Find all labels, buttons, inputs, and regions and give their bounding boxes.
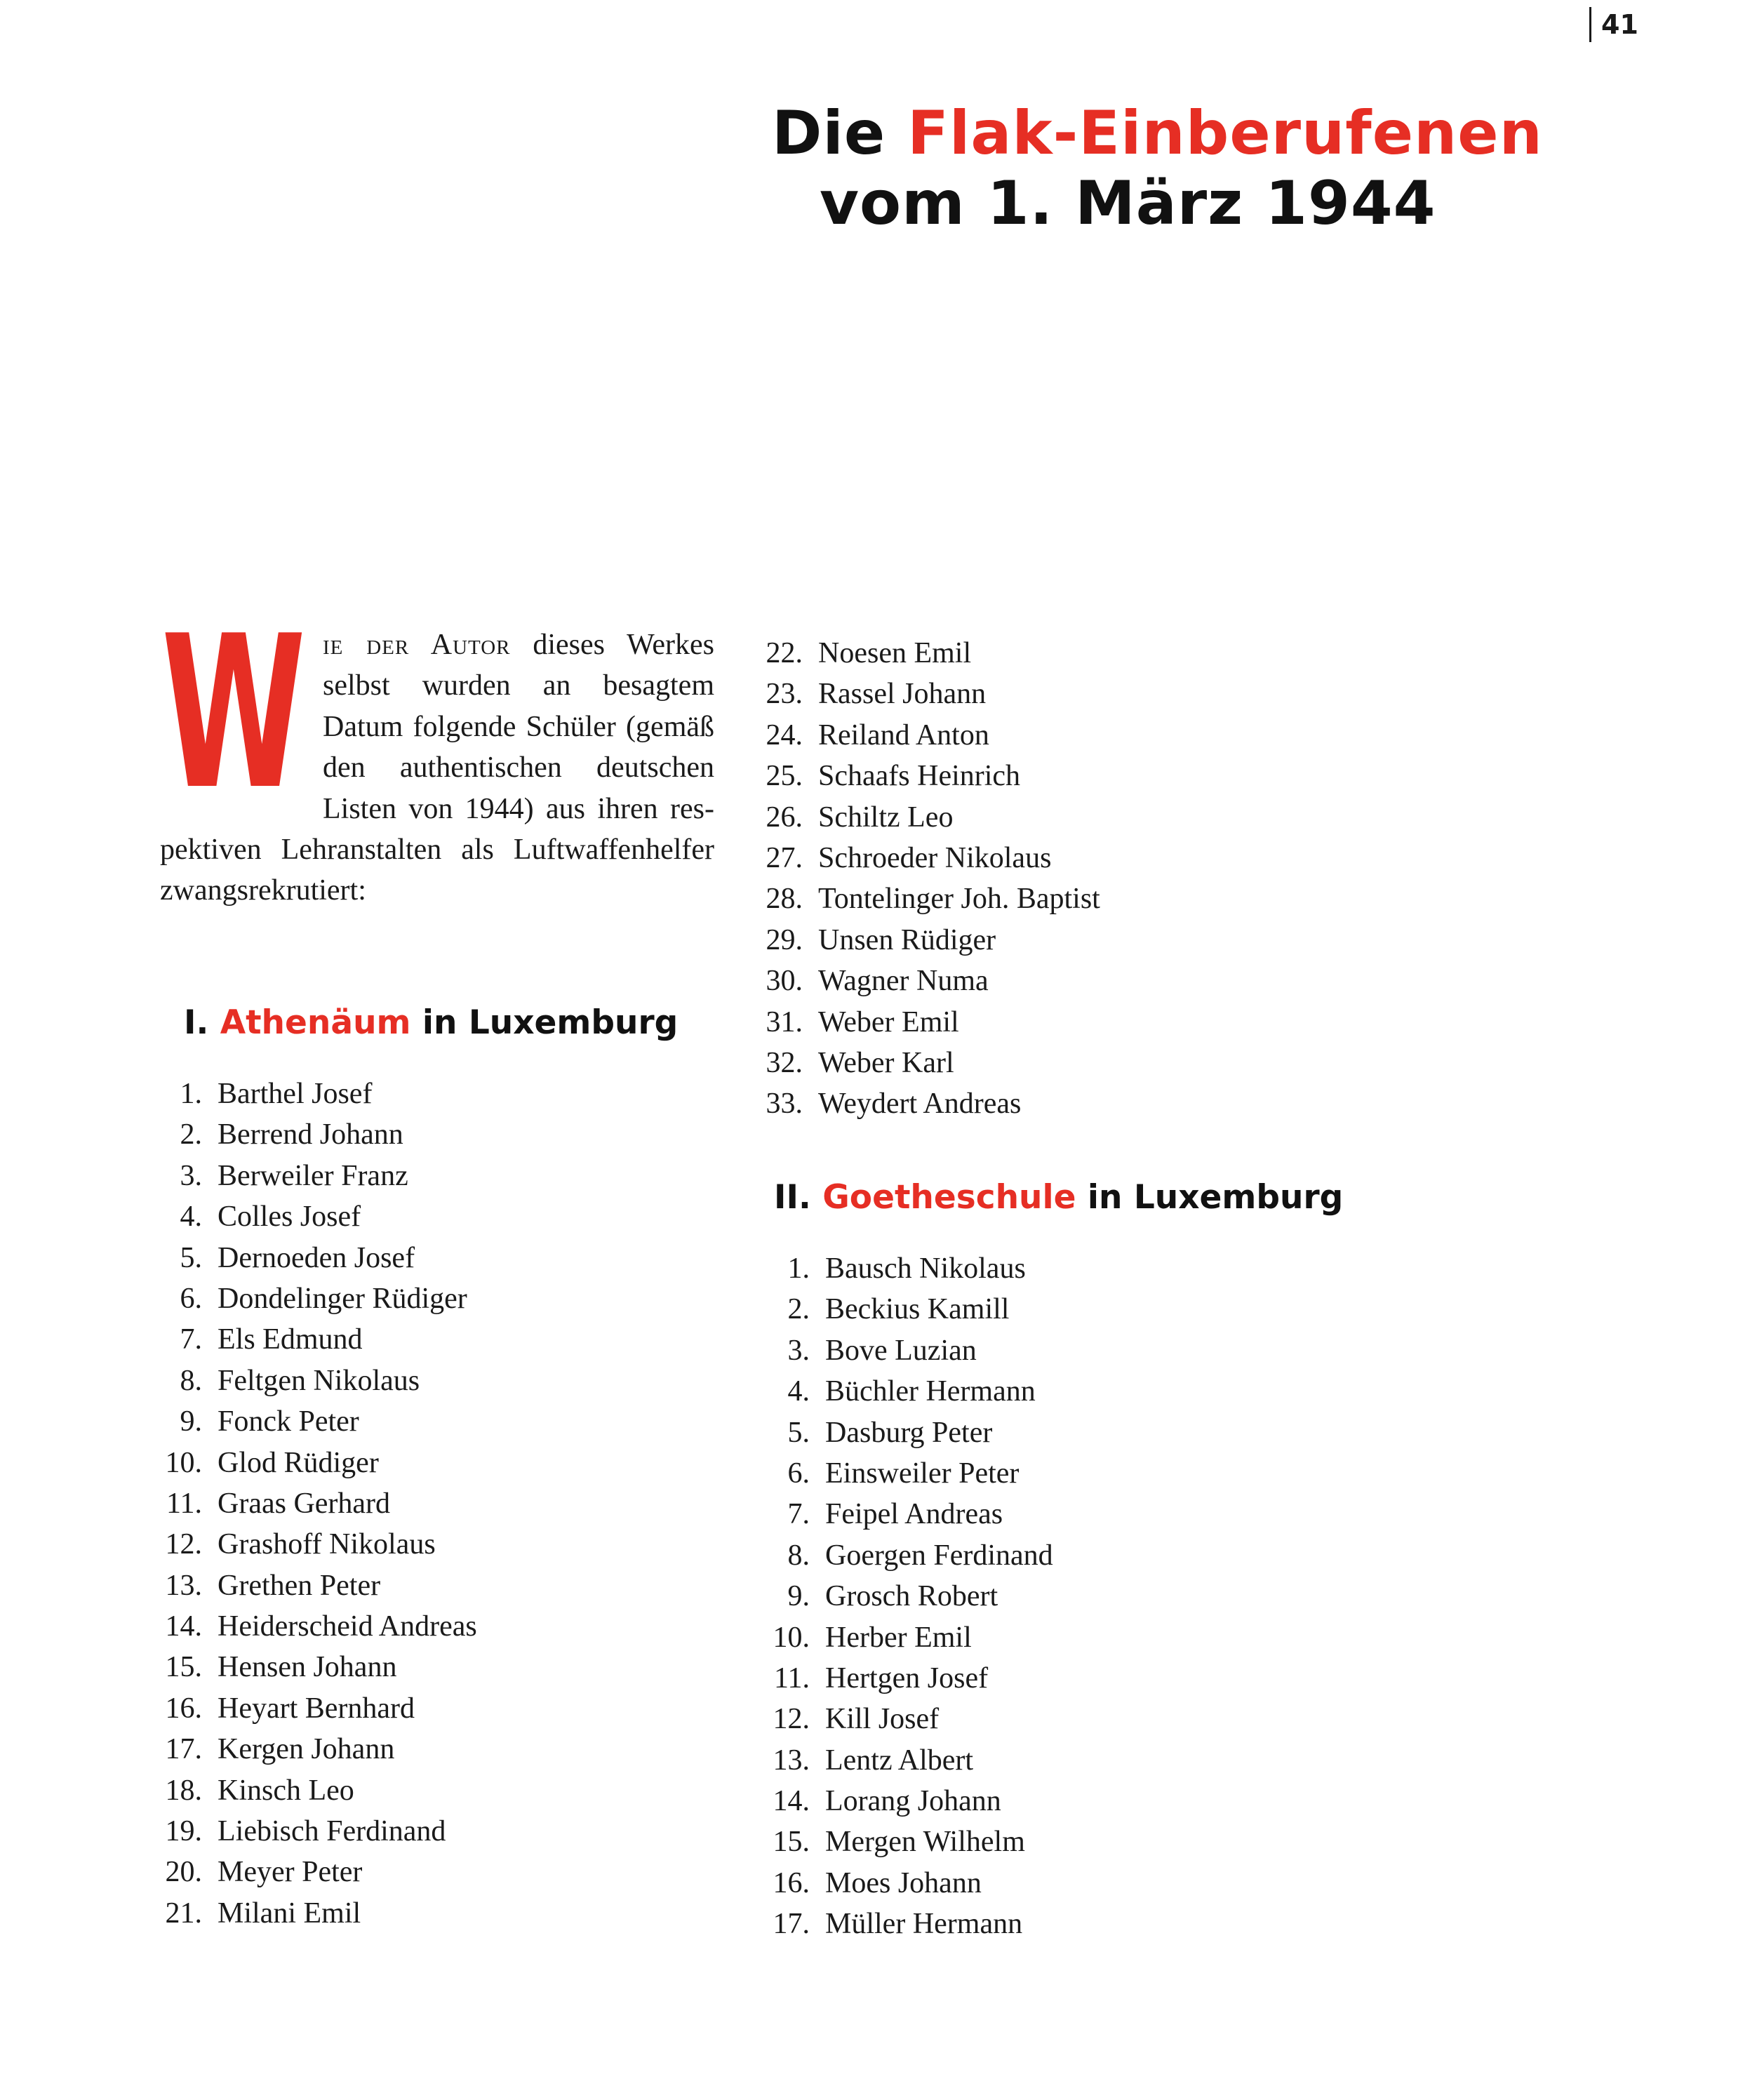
student-name: Beckius Kamill: [825, 1293, 1010, 1326]
student-list-athenaeum-2: [737, 633, 1100, 1125]
list-item: [737, 715, 1100, 756]
student-name: Rassel Johann: [818, 678, 987, 711]
student-name: Berweiler Franz: [218, 1159, 408, 1192]
student-name: Noesen Emil: [818, 637, 972, 669]
list-item-number: 11.: [774, 1662, 810, 1694]
list-item-number: 20.: [165, 1856, 202, 1889]
title-date: vom 1. März 1944: [820, 168, 1436, 239]
student-name: Hertgen Josef: [825, 1662, 989, 1694]
list-item: [737, 797, 1100, 838]
list-item: [744, 1617, 1053, 1658]
student-name: Weber Emil: [818, 1005, 959, 1038]
drop-cap-letter: W: [161, 627, 306, 790]
list-item: [136, 1688, 477, 1729]
list-item-number: 7.: [180, 1323, 202, 1356]
list-item: [136, 1278, 477, 1319]
list-item: [136, 1770, 477, 1811]
student-name: Dondelinger Rüdiger: [218, 1282, 467, 1315]
section-suffix: in Luxemburg: [422, 1003, 679, 1042]
student-name: Meyer Peter: [218, 1856, 363, 1889]
list-item-number: 12.: [773, 1703, 810, 1736]
list-item-number: 4.: [787, 1375, 810, 1408]
list-item-number: 18.: [165, 1774, 202, 1807]
list-item: [744, 1740, 1053, 1781]
student-name: Weber Karl: [818, 1046, 954, 1079]
list-item: [744, 1904, 1053, 1944]
list-item-number: 13.: [165, 1569, 202, 1602]
list-item-number: 25.: [766, 760, 803, 793]
list-item-number: 29.: [766, 923, 803, 956]
list-item-number: 30.: [766, 965, 803, 998]
student-name: Kinsch Leo: [218, 1774, 354, 1807]
student-name: Dernoeden Josef: [218, 1241, 415, 1274]
student-name: Grosch Robert: [825, 1580, 998, 1613]
list-item: [744, 1330, 1053, 1371]
student-name: Heyart Bernhard: [218, 1692, 415, 1725]
list-item-number: 12.: [165, 1528, 202, 1561]
list-item-number: 16.: [165, 1692, 202, 1725]
student-name: Schiltz Leo: [818, 801, 954, 834]
list-item: [744, 1576, 1053, 1617]
list-item-number: 11.: [166, 1487, 202, 1520]
section-heading-goetheschule: [774, 1177, 1343, 1219]
list-item: [737, 674, 1100, 714]
list-item: [136, 1443, 477, 1483]
student-name: Einsweiler Peter: [825, 1457, 1020, 1490]
list-item-number: 6.: [787, 1457, 810, 1490]
list-item-number: 17.: [165, 1733, 202, 1766]
list-item: [737, 838, 1100, 878]
student-name: Dasburg Peter: [825, 1416, 993, 1449]
student-name: Goergen Ferdinand: [825, 1539, 1053, 1572]
drop-cap: [160, 627, 307, 790]
student-name: Weydert Andreas: [818, 1088, 1022, 1121]
student-name: Grethen Peter: [218, 1569, 381, 1602]
list-item-number: 1.: [787, 1252, 810, 1285]
list-item-number: 2.: [787, 1293, 810, 1326]
list-item-number: 31.: [766, 1005, 803, 1038]
title-word: Die: [772, 98, 886, 168]
list-item-number: 21.: [165, 1897, 202, 1930]
page-number: 41: [1589, 7, 1638, 42]
list-item: [744, 1371, 1053, 1412]
list-item: [136, 1729, 477, 1770]
list-item-number: 5.: [180, 1241, 202, 1274]
list-item: [744, 1412, 1053, 1453]
list-item: [136, 1524, 477, 1565]
list-item-number: 3.: [787, 1334, 810, 1367]
list-item: [136, 1606, 477, 1647]
student-name: Kergen Johann: [218, 1733, 395, 1766]
list-item-number: 33.: [766, 1088, 803, 1121]
student-name: Feltgen Nikolaus: [218, 1364, 420, 1397]
student-name: Herber Emil: [825, 1621, 972, 1654]
list-item-number: 22.: [766, 637, 803, 669]
list-item-number: 17.: [773, 1908, 810, 1941]
list-item: [744, 1535, 1053, 1576]
list-item: [737, 878, 1100, 919]
list-item: [744, 1821, 1053, 1862]
student-name: Müller Hermann: [825, 1908, 1023, 1941]
list-item: [136, 1565, 477, 1606]
student-name: Schroeder Nikolaus: [818, 841, 1052, 874]
student-name: Fonck Peter: [218, 1405, 359, 1438]
list-item-number: 16.: [773, 1866, 810, 1899]
list-item-number: 26.: [766, 801, 803, 834]
student-name: Lentz Albert: [825, 1744, 974, 1777]
student-name: Heiderscheid Andreas: [218, 1610, 477, 1643]
list-item-number: 15.: [165, 1651, 202, 1684]
list-item: [737, 920, 1100, 961]
student-name: Barthel Josef: [218, 1078, 373, 1110]
list-item-number: 1.: [180, 1078, 202, 1110]
student-list-athenaeum-1: [136, 1074, 477, 1934]
list-item-number: 6.: [180, 1282, 202, 1315]
list-item-number: 3.: [180, 1159, 202, 1192]
list-item: [136, 1893, 477, 1934]
intro-lead: ie der Autor: [323, 629, 511, 661]
list-item: [737, 1083, 1100, 1124]
section-numeral: I.: [184, 1003, 209, 1042]
student-name: Colles Josef: [218, 1201, 361, 1234]
list-item: [744, 1248, 1053, 1289]
student-name: Wagner Numa: [818, 965, 989, 998]
student-name: Reiland Anton: [818, 718, 989, 751]
list-item: [744, 1781, 1053, 1821]
section-suffix: in Luxemburg: [1087, 1178, 1344, 1217]
list-item-number: 8.: [180, 1364, 202, 1397]
section-school: Athenäum: [220, 1003, 411, 1042]
list-item-number: 9.: [180, 1405, 202, 1438]
list-item-number: 5.: [787, 1416, 810, 1449]
student-name: Schaafs Heinrich: [818, 760, 1021, 793]
list-item: [136, 1361, 477, 1401]
list-item: [136, 1238, 477, 1278]
list-item: [744, 1494, 1053, 1535]
student-name: Glod Rüdiger: [218, 1446, 379, 1479]
list-item-number: 19.: [165, 1815, 202, 1848]
list-item-number: 15.: [773, 1826, 810, 1859]
student-name: Moes Johann: [825, 1866, 982, 1899]
list-item-number: 7.: [787, 1498, 810, 1531]
list-item: [136, 1196, 477, 1237]
student-list-goetheschule: [744, 1248, 1053, 1945]
list-item: [737, 756, 1100, 796]
list-item-number: 13.: [773, 1744, 810, 1777]
list-item-number: 28.: [766, 883, 803, 916]
list-item: [136, 1401, 477, 1442]
list-item: [737, 961, 1100, 1001]
list-item: [136, 1852, 477, 1892]
page-title: [772, 98, 1543, 239]
list-item: [737, 633, 1100, 674]
intro-text: dieses Werkes selbst wurden an besagtem Datum folgende Schüler (gemäß den authentischen deutschen Listen von 1944) aus ihren respektiven Lehranstalten als Luftwaffenhelfer zwangsrekrutiert:: [160, 629, 714, 907]
list-item: [737, 1043, 1100, 1083]
list-item: [744, 1658, 1053, 1699]
list-item: [136, 1074, 477, 1114]
student-name: Kill Josef: [825, 1703, 940, 1736]
list-item-number: 10.: [773, 1621, 810, 1654]
list-item-number: 2.: [180, 1118, 202, 1151]
student-name: Tontelinger Joh. Baptist: [818, 883, 1100, 916]
list-item-number: 4.: [180, 1201, 202, 1234]
list-item-number: 24.: [766, 718, 803, 751]
list-item-number: 10.: [165, 1446, 202, 1479]
section-school: Goetheschule: [822, 1178, 1076, 1217]
student-name: Hensen Johann: [218, 1651, 397, 1684]
student-name: Bove Luzian: [825, 1334, 977, 1367]
intro-paragraph: [160, 624, 714, 911]
student-name: Büchler Hermann: [825, 1375, 1036, 1408]
list-item: [744, 1863, 1053, 1904]
student-name: Unsen Rüdiger: [818, 923, 996, 956]
student-name: Feipel Andreas: [825, 1498, 1003, 1531]
student-name: Liebisch Ferdinand: [218, 1815, 446, 1848]
list-item: [136, 1647, 477, 1687]
section-heading-athenaeum: [184, 1002, 678, 1044]
list-item: [744, 1453, 1053, 1494]
list-item: [744, 1699, 1053, 1739]
list-item-number: 27.: [766, 841, 803, 874]
student-name: Mergen Wilhelm: [825, 1826, 1025, 1859]
title-highlight: Flak-Einberufenen: [907, 98, 1543, 168]
section-numeral: II.: [774, 1178, 811, 1217]
list-item: [136, 1156, 477, 1196]
list-item-number: 8.: [787, 1539, 810, 1572]
list-item: [136, 1114, 477, 1155]
list-item: [136, 1811, 477, 1852]
student-name: Berrend Johann: [218, 1118, 403, 1151]
student-name: Milani Emil: [218, 1897, 361, 1930]
student-name: Graas Gerhard: [218, 1487, 391, 1520]
student-name: Bausch Nikolaus: [825, 1252, 1026, 1285]
list-item-number: 9.: [787, 1580, 810, 1613]
student-name: Lorang Johann: [825, 1785, 1001, 1818]
student-name: Grashoff Nikolaus: [218, 1528, 436, 1561]
list-item: [136, 1483, 477, 1524]
list-item: [744, 1289, 1053, 1330]
list-item: [136, 1319, 477, 1360]
list-item: [737, 1002, 1100, 1043]
student-name: Els Edmund: [218, 1323, 363, 1356]
list-item-number: 14.: [773, 1785, 810, 1818]
list-item-number: 23.: [766, 678, 803, 711]
list-item-number: 14.: [165, 1610, 202, 1643]
drop-cap-glyph: [160, 627, 307, 790]
list-item-number: 32.: [766, 1046, 803, 1079]
